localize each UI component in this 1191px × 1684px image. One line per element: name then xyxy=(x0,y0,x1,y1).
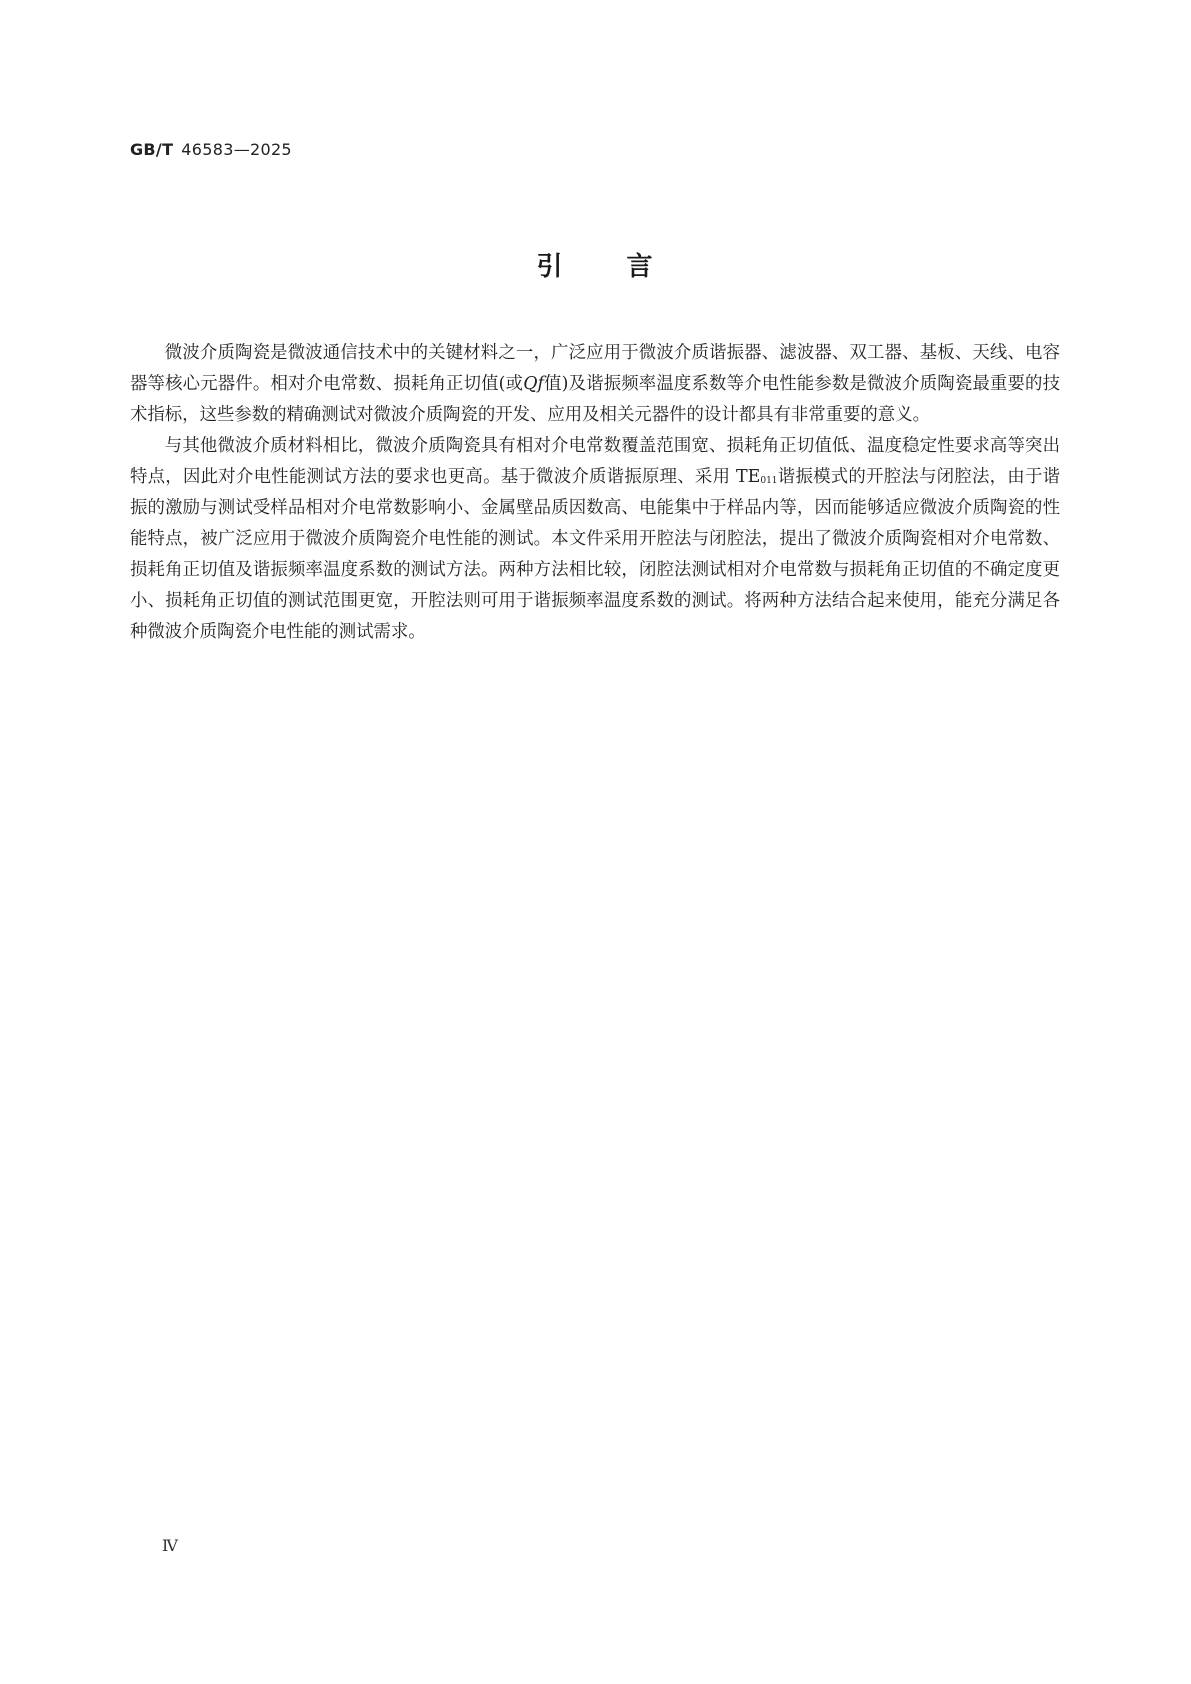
paragraph-2-text-a: 与其他微波介质材料相比，微波介质陶瓷具有相对介电常数覆盖范围宽、损耗角正切值低、温度稳定性要求高等突出特点，因此对介电性能测试方法的要求也更高。基于微波介质谐振原理、采用 TE xyxy=(130,436,1060,487)
paragraph-1-text-b: 值)及谐振频率温度系数等介电性能参数是微波介质陶瓷最重要的技术指标，这些参数的精确测试对微波介质陶瓷的开发、应用及相关元器件的设计都具有非常重要的意义。 xyxy=(130,374,1060,425)
mode-subscript: 011 xyxy=(760,476,778,486)
paragraph-2-text-b: 谐振模式的开腔法与闭腔法，由于谐振的激励与测试受样品相对介电常数影响小、金属壁品质因数高、电能集中于样品内等，因而能够适应微波介质陶瓷的性能特点，被广泛应用于微波介质陶瓷介电性能的测试。本文件采用开腔法与闭腔法，提出了微波介质陶瓷相对介电常数、损耗角正切值及谐振频率温度系数的测试方法。两种方法相比较，闭腔法测试相对介电常数与损耗角正切值的不确定度更小、损耗角正切值的测试范围更宽，开腔法则可用于谐振频率温度系数的测试。将两种方法结合起来使用，能充分满足各种微波介质陶瓷介电性能的测试需求。 xyxy=(130,467,1060,642)
page-title xyxy=(0,246,1191,283)
title-char-2: 言 xyxy=(626,252,655,282)
qf-symbol: Qf xyxy=(523,374,544,394)
introduction-body xyxy=(130,338,1060,648)
paragraph-1 xyxy=(130,338,1060,431)
standard-prefix: GB/T xyxy=(130,140,174,159)
paragraph-1-text-a: 微波介质陶瓷是微波通信技术中的关键材料之一，广泛应用于微波介质谐振器、滤波器、双工器、基板、天线、电容器等核心元器件。相对介电常数、损耗角正切值(或 xyxy=(130,343,1060,394)
paragraph-2 xyxy=(130,431,1060,648)
page-number: Ⅳ xyxy=(162,1536,178,1555)
title-char-1: 引 xyxy=(536,252,565,282)
standard-number: 46583—2025 xyxy=(181,140,292,159)
page-header xyxy=(130,140,292,159)
